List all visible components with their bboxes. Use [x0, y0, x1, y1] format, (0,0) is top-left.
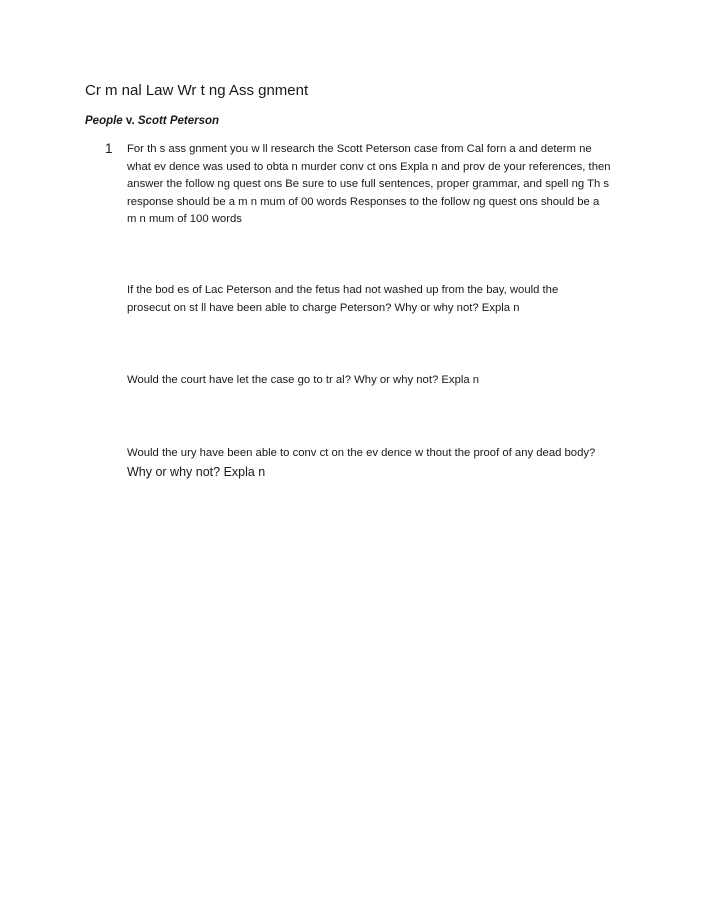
- instruction-line: For th s ass gnment you w ll research the Scott Peterson case from Cal forn a and determ ne: [127, 143, 592, 155]
- document-title: Cr m nal Law Wr t ng Ass gnment: [85, 82, 309, 99]
- instruction-line: m n mum of 100 words: [127, 213, 242, 225]
- question-line: If the bod es of Lac Peterson and the fetus had not washed up from the bay, would the: [127, 284, 559, 296]
- question-line: Would the ury have been able to conv ct on the ev dence w thout the proof of any dead body?: [127, 447, 596, 459]
- instruction-line: answer the follow ng quest ons Be sure to use full sentences, proper grammar, and spell ng Th s: [127, 178, 610, 190]
- question-2: [127, 372, 479, 390]
- assignment-instructions: [127, 141, 611, 229]
- question-line: Why or why not? Expla n: [127, 464, 266, 479]
- case-defendant: Scott Peterson: [137, 115, 220, 127]
- instruction-line: what ev dence was used to obta n murder conv ct ons Expla n and prov de your references, then: [127, 160, 611, 173]
- question-line: prosecut on st ll have been able to charge Peterson? Why or why not? Expla n: [127, 301, 520, 314]
- question-1: [127, 282, 558, 317]
- instruction-line: response should be a m n mum of 00 words Responses to the follow ng quest ons should be a: [127, 195, 600, 208]
- case-versus: v.: [125, 115, 135, 127]
- case-name: [85, 113, 219, 129]
- case-plaintiff: People: [85, 115, 123, 127]
- list-item-number: 1: [105, 141, 113, 156]
- question-line: Would the court have let the case go to tr al? Why or why not? Expla n: [127, 374, 480, 386]
- question-3: [127, 445, 595, 481]
